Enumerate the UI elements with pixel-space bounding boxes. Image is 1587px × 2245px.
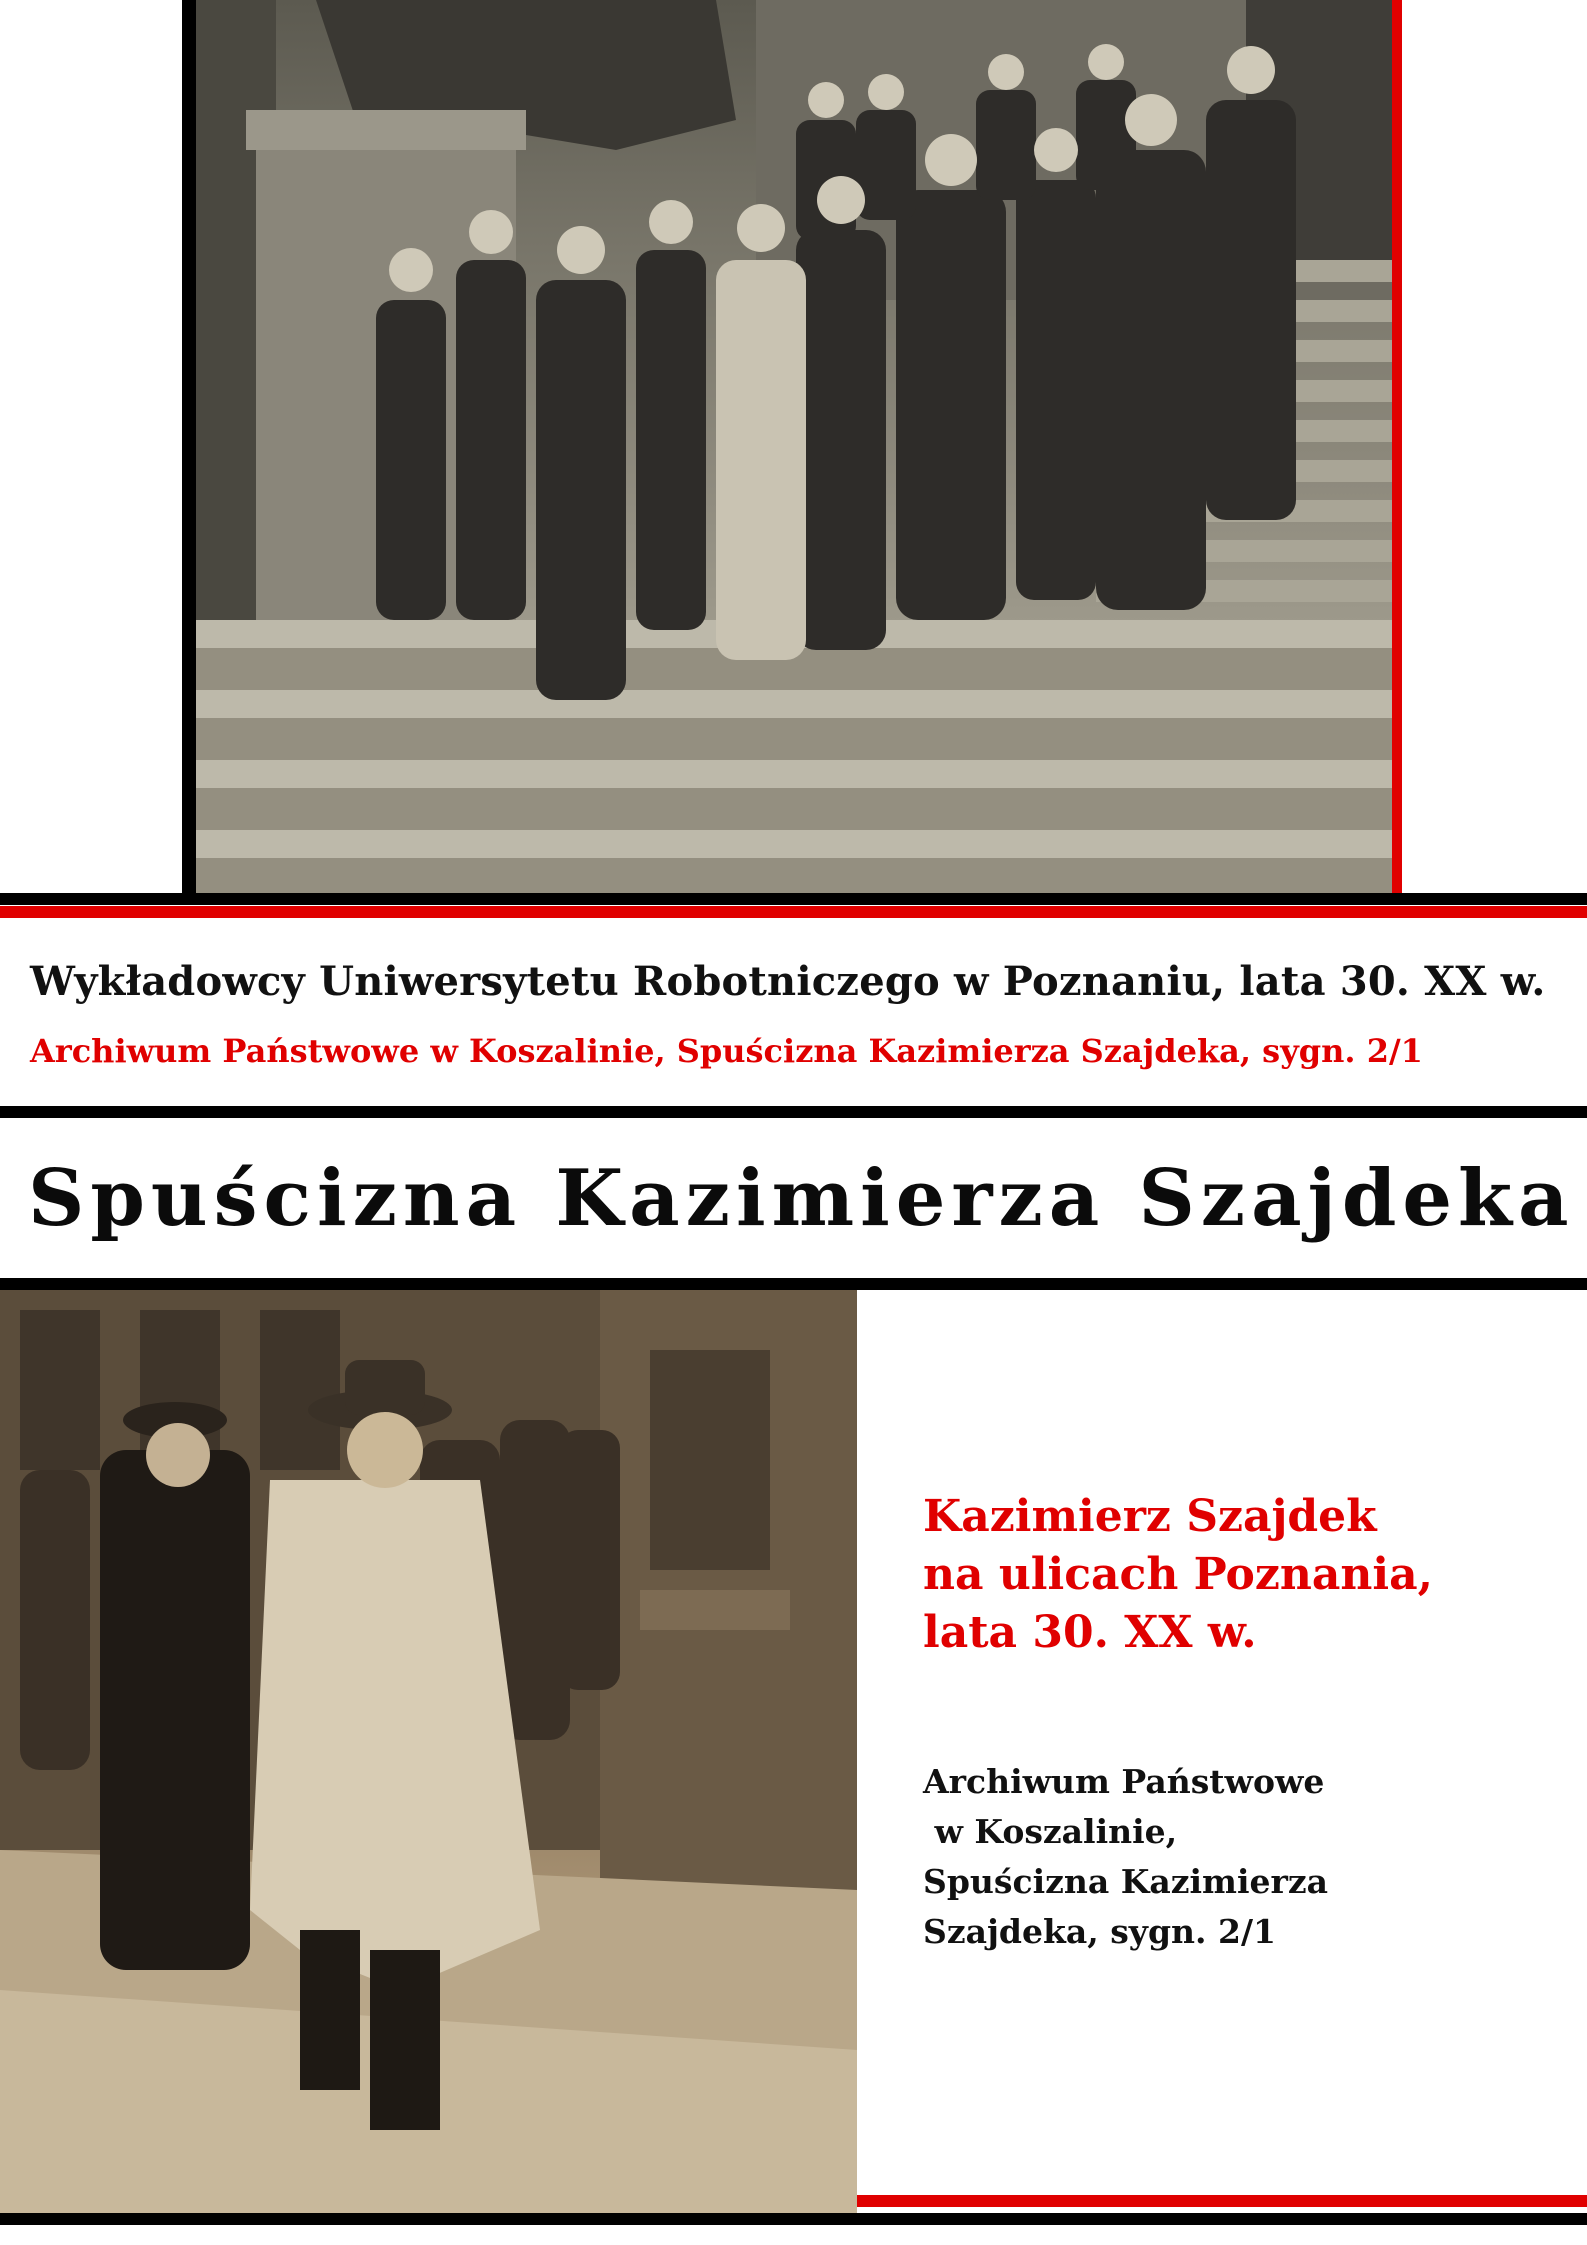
bottom-source-line: Szajdeka, sygn. 2/1 (923, 1912, 1276, 1951)
photo-frame-left (182, 0, 196, 893)
photo-caption-title: Wykładowcy Uniwersytetu Robotniczego w Poznaniu, lata 30. XX w. (30, 958, 1546, 1005)
bottom-photo-title (923, 1488, 1543, 1662)
bottom-photo (0, 1290, 857, 2213)
top-photo (182, 0, 1402, 893)
bottom-source-line: w Koszalinie, (923, 1812, 1178, 1851)
bottom-title-line: Kazimierz Szajdek (923, 1491, 1377, 1542)
divider-bottom-red (857, 2195, 1587, 2207)
bottom-source-line: Spuścizna Kazimierza (923, 1862, 1329, 1901)
divider-middle-black (0, 1106, 1587, 1118)
group-photo-illustration (196, 0, 1392, 893)
divider-top-black (0, 893, 1587, 905)
bottom-title-line: na ulicach Poznania, (923, 1549, 1433, 1600)
photo-caption-source: Archiwum Państwowe w Koszalinie, Spuścizna Kazimierza Szajdeka, sygn. 2/1 (30, 1032, 1423, 1070)
photo-frame-right (1392, 0, 1402, 893)
street-photo-illustration (0, 1290, 857, 2213)
top-photo-image (196, 0, 1392, 893)
bottom-title-line: lata 30. XX w. (923, 1607, 1257, 1658)
divider-bottom-black (0, 2213, 1587, 2225)
bottom-photo-source (923, 1757, 1543, 1957)
divider-lower-black (0, 1278, 1587, 1290)
page-title: Spuścizna Kazimierza Szajdeka (28, 1153, 1575, 1244)
divider-top-red (0, 906, 1587, 918)
bottom-source-line: Archiwum Państwowe (923, 1762, 1325, 1801)
